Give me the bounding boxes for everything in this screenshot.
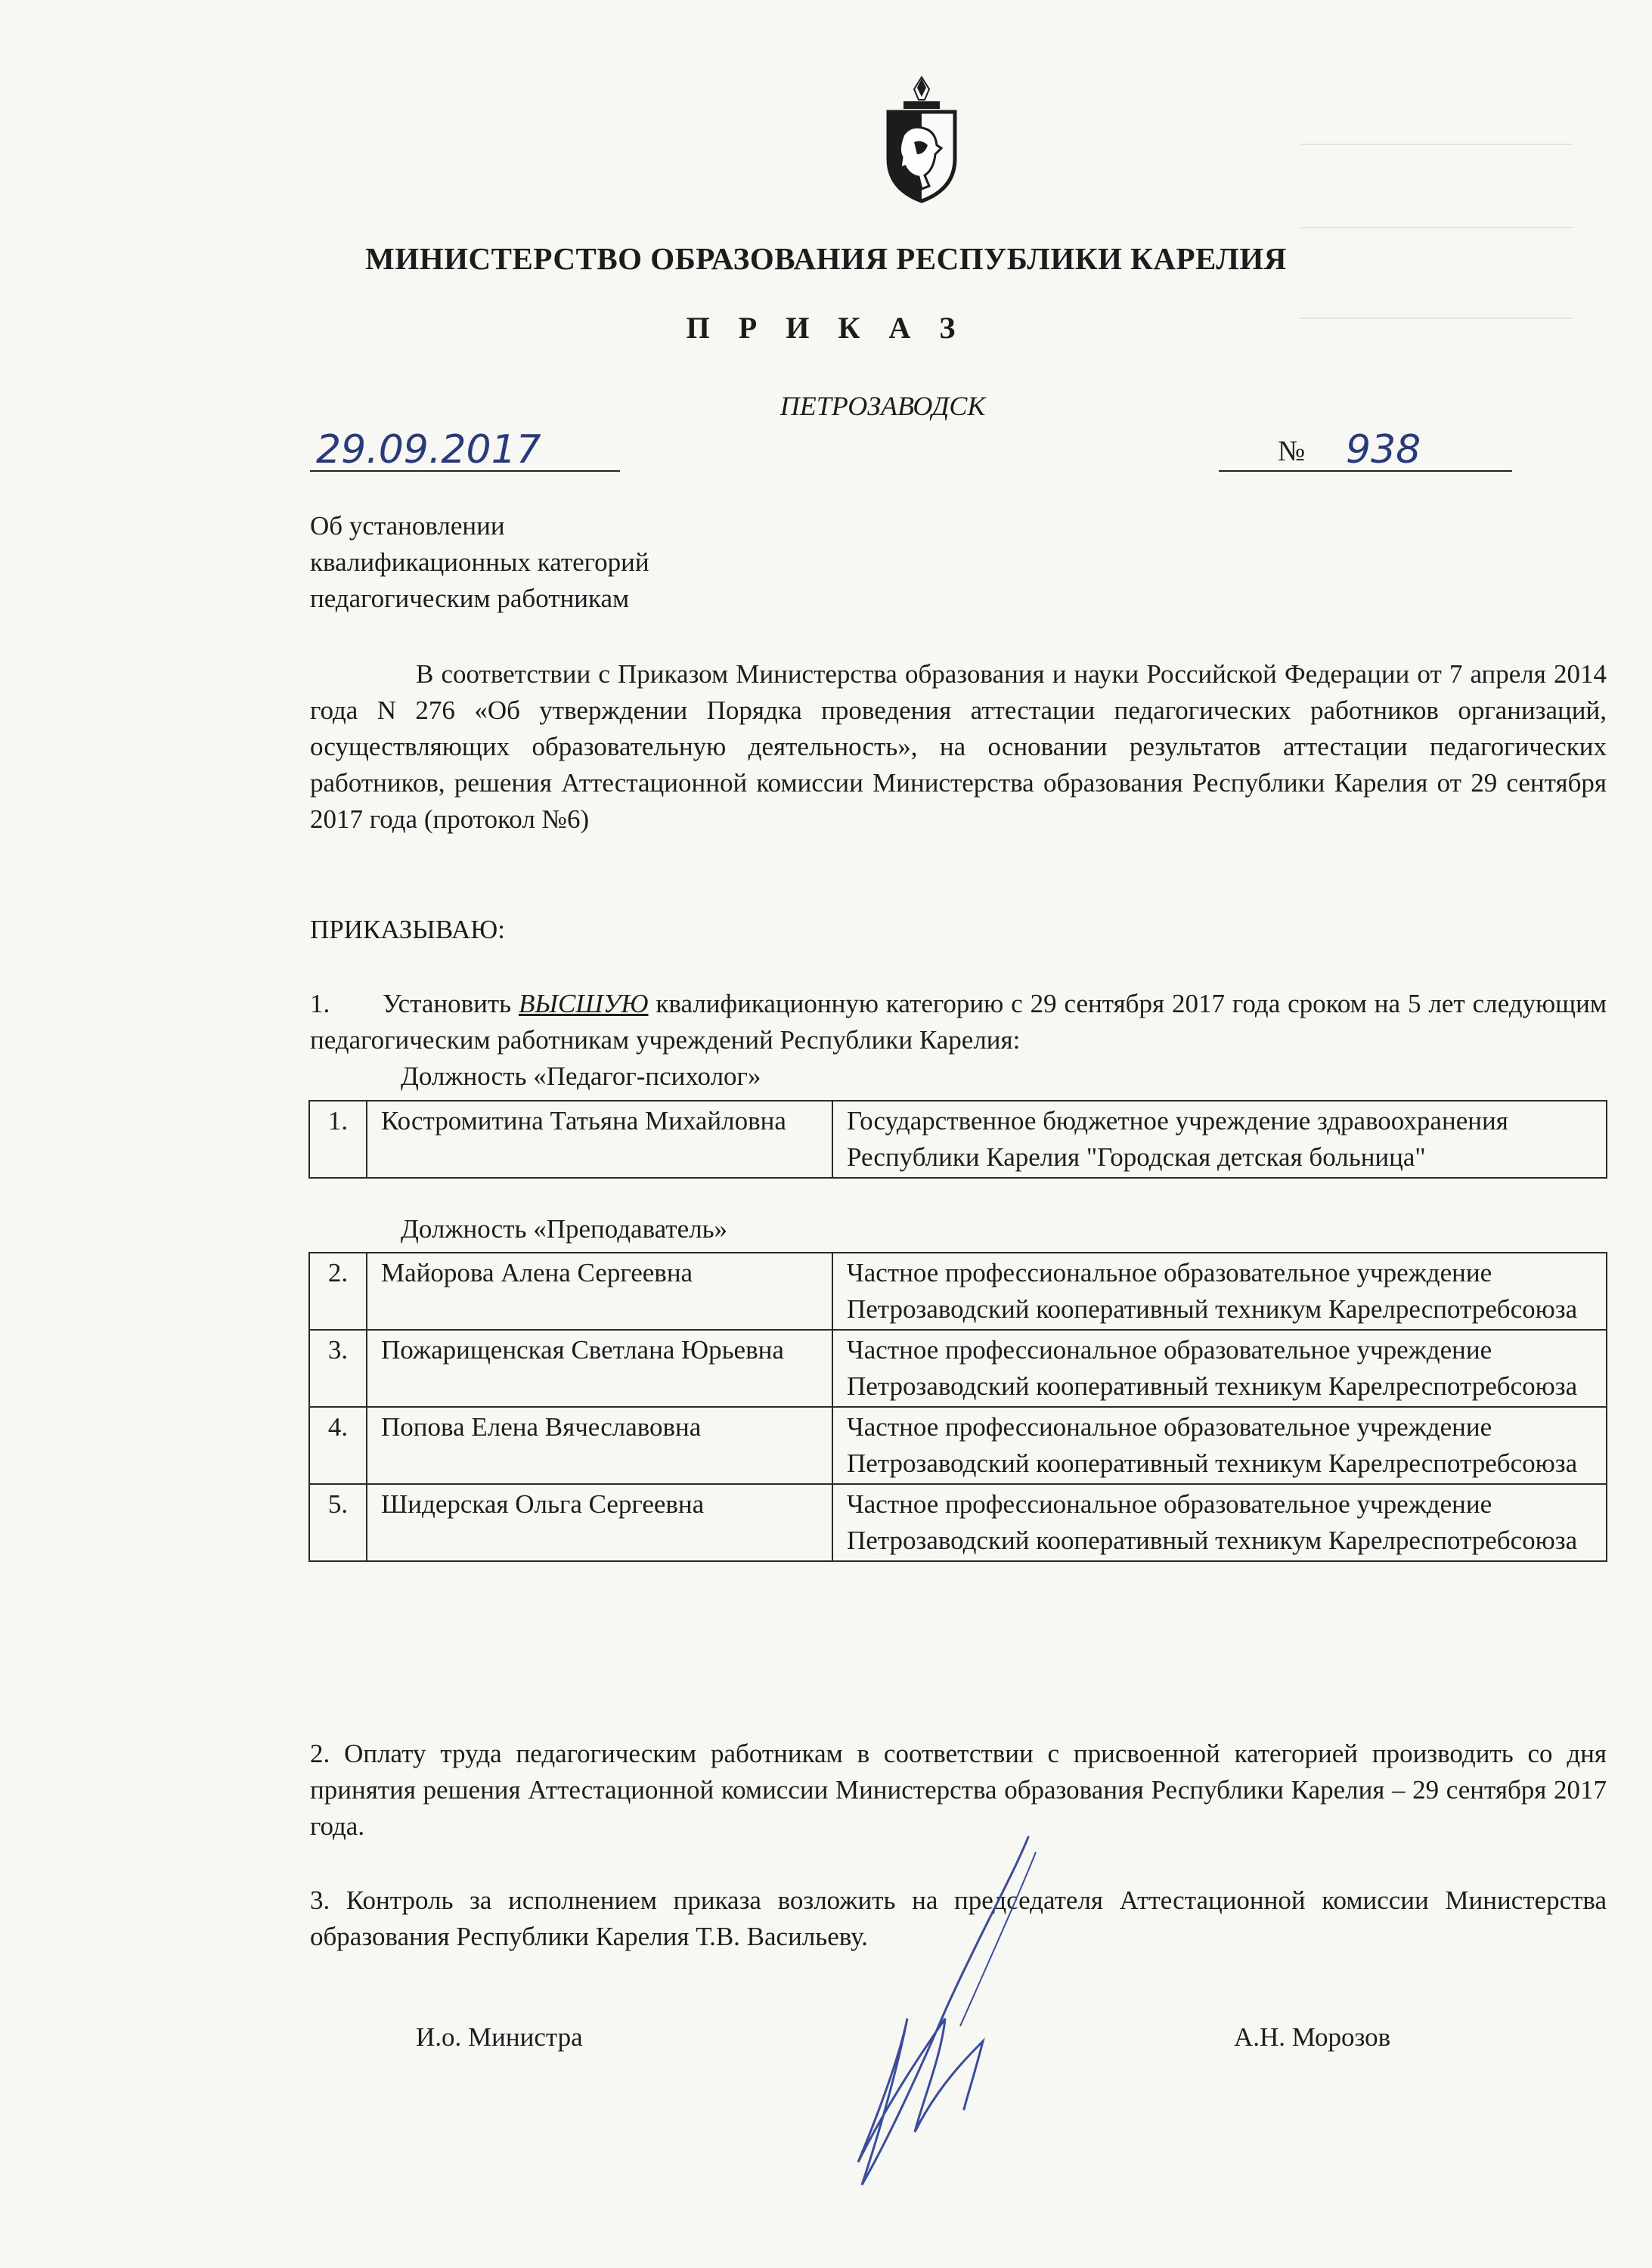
order-number: 938: [1346, 427, 1421, 472]
row-organization: Государственное бюджетное учреждение здравоохранения Республики Карелия "Городская детская больница": [832, 1101, 1607, 1178]
table-row: [309, 1330, 1607, 1407]
coat-of-arms-emblem: [881, 76, 962, 204]
preamble: В соответствии с Приказом Министерства образования и науки Российской Федерации от 7 апреля 2014 года N 276 «Об утверждении Порядка проведения аттестации педагогических работников организаций, осуществляющих образовательную деятельность», на основании результатов аттестации педагогических работников, решения Аттестационной комиссии Министерства образования Республики Карелия от 29 сентября 2017 года (протокол №6): [310, 659, 1607, 834]
subject-line: квалификационных категорий: [310, 547, 649, 577]
row-name: Костромитина Татьяна Михайловна: [367, 1101, 832, 1178]
table-row: [309, 1407, 1607, 1484]
row-organization: Частное профессиональное образовательное учреждение Петрозаводский кооперативный техникум Карелреспотребсоюза: [832, 1407, 1607, 1484]
row-name: Попова Елена Вячеславовна: [367, 1407, 832, 1484]
table-row: [309, 1484, 1607, 1561]
handwritten-signature: [786, 1830, 1074, 2192]
number-sign: №: [1278, 435, 1306, 467]
item-2: 2. Оплату труда педагогическим работникам в соответствии с присвоенной категорией производить со дня принятия решения Аттестационной комиссии Министерства образования Республики Карелия – 29 сентября 2017 года.: [310, 1739, 1607, 1841]
row-number: 5.: [309, 1484, 367, 1561]
decree-heading: ПРИКАЗЫВАЮ:: [310, 915, 505, 944]
row-organization: Частное профессиональное образовательное учреждение Петрозаводский кооперативный техникум Карелреспотребсоюза: [832, 1253, 1607, 1330]
table-row: [309, 1101, 1607, 1178]
subject-line: Об установлении: [310, 511, 505, 541]
row-number: 2.: [309, 1253, 367, 1330]
subject-block: [310, 508, 649, 617]
item-1: [310, 986, 1607, 1058]
number-underline: [1219, 470, 1512, 472]
position-label: Должность «Педагог-психолог»: [401, 1061, 761, 1091]
order-date: 29.09.2017: [316, 427, 541, 472]
subject-line: педагогическим работникам: [310, 584, 630, 613]
item-1-emphasis: ВЫСШУЮ: [519, 989, 649, 1018]
row-number: 1.: [309, 1101, 367, 1178]
row-organization: Частное профессиональное образовательное учреждение Петрозаводский кооперативный техникум Карелреспотребсоюза: [832, 1484, 1607, 1561]
city: ПЕТРОЗАВОДСК: [780, 391, 986, 421]
date-underline: [310, 470, 620, 472]
document-type: П Р И К А З: [686, 311, 966, 345]
signer-name: А.Н. Морозов: [1234, 2022, 1391, 2052]
row-organization: Частное профессиональное образовательное учреждение Петрозаводский кооперативный техникум Карелреспотребсоюза: [832, 1330, 1607, 1407]
ministry-title: МИНИСТЕРСТВО ОБРАЗОВАНИЯ РЕСПУБЛИКИ КАРЕЛИЯ: [365, 241, 1287, 276]
row-name: Шидерская Ольга Сергеевна: [367, 1484, 832, 1561]
row-name: Майорова Алена Сергеевна: [367, 1253, 832, 1330]
row-number: 3.: [309, 1330, 367, 1407]
item-1-text-start: Установить: [383, 989, 519, 1018]
item-3: 3. Контроль за исполнением приказа возложить на председателя Аттестационной комиссии Министерства образования Республики Карелия Т.В. Васильеву.: [310, 1885, 1607, 1951]
table-row: [309, 1253, 1607, 1330]
staff-table-teacher: [308, 1252, 1607, 1562]
signer-role: И.о. Министра: [416, 2022, 583, 2052]
staff-table-psychologist: [308, 1100, 1607, 1179]
position-label: Должность «Преподаватель»: [401, 1214, 728, 1244]
row-number: 4.: [309, 1407, 367, 1484]
row-name: Пожарищенская Светлана Юрьевна: [367, 1330, 832, 1407]
item-1-text-end: квалификационную категорию с 29 сентября 2017 года сроком на 5 лет следующим педагогическим работникам учреждений Республики Карелия:: [310, 989, 1607, 1055]
item-1-number: 1.: [310, 989, 330, 1018]
